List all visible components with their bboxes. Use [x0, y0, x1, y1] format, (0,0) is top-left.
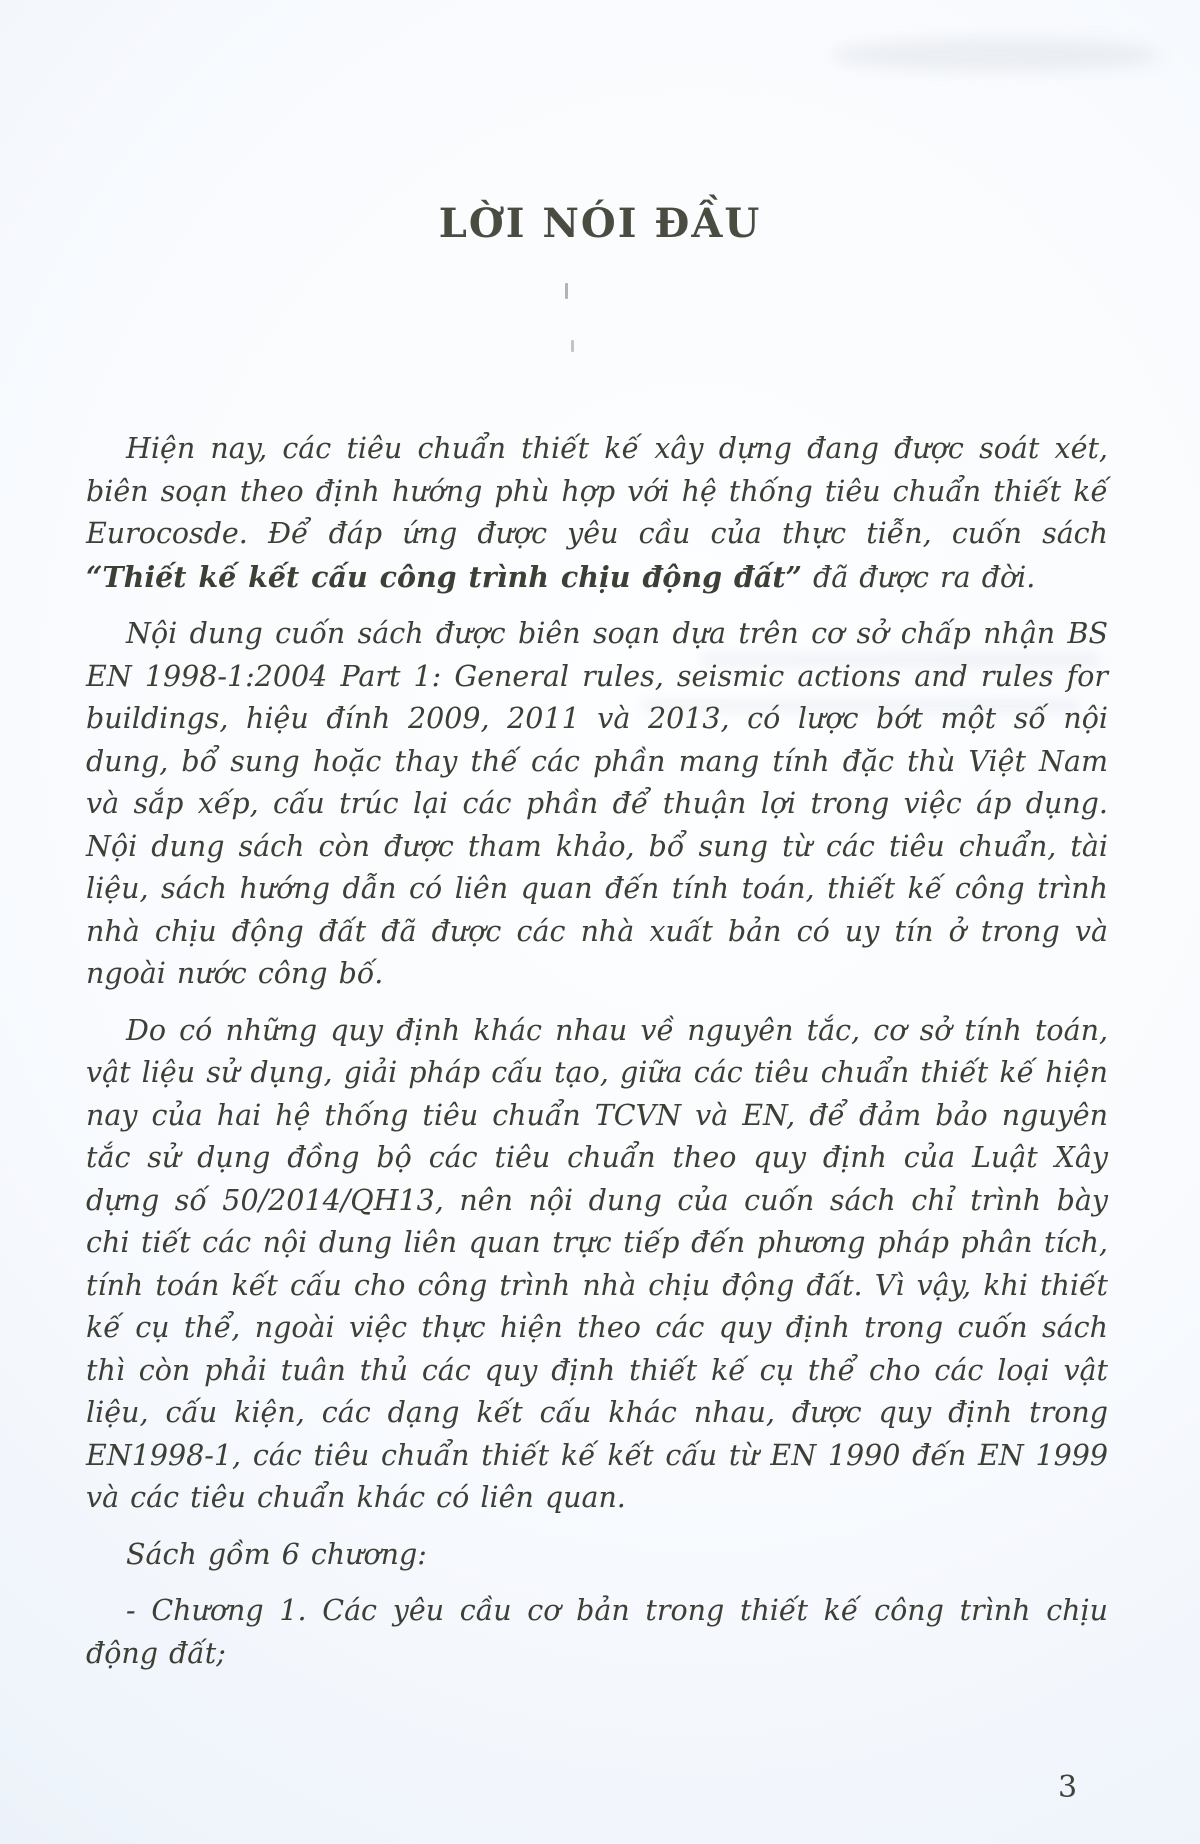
- book-title-emphasis: “Thiết kế kết cấu công trình chịu động đất”: [86, 559, 802, 594]
- scan-artifact: [565, 283, 568, 299]
- page-title: LỜI NÓI ĐẦU: [438, 200, 762, 247]
- paragraph-1-tail: đã được ra đời.: [801, 560, 1036, 594]
- paragraph-4: Sách gồm 6 chương:: [126, 1537, 427, 1571]
- paragraph-5-chapter-1: - Chương 1. Các yêu cầu cơ bản trong thiết kế công trình chịu động đất;: [86, 1594, 1108, 1670]
- preface-body: [86, 428, 1108, 1689]
- paragraph-1-lead: Hiện nay, các tiêu chuẩn thiết kế xây dựng đang được soát xét, biên soạn theo định hướng phù hợp với hệ thống tiêu chuẩn thiết kế Eurocosde. Để đáp ứng được yêu cầu của thực tiễn, cuốn sách: [86, 432, 1108, 550]
- page-number: 3: [1058, 1770, 1078, 1805]
- scan-artifact: [571, 340, 574, 352]
- paragraph-2: Nội dung cuốn sách được biên soạn dựa trên cơ sở chấp nhận BS EN 1998-1:2004 Part 1: General rules, seismic actions and rules for buildings, hiệu đính 2009, 2011 và 2013, có lược bớt một số nội dung, bổ sung hoặc thay thế các phần mang tính đặc thù Việt Nam và sắp xếp, cấu trúc lại các phần để thuận lợi trong việc áp dụng. Nội dung sách còn được tham khảo, bổ sung từ các tiêu chuẩn, tài liệu, sách hướng dẫn có liên quan đến tính toán, thiết kế công trình nhà chịu động đất đã được các nhà xuất bản có uy tín ở trong và ngoài nước công bố.: [86, 617, 1108, 990]
- scan-artifact: [830, 38, 1160, 72]
- paragraph-1: [86, 428, 1108, 599]
- paragraph-3: Do có những quy định khác nhau về nguyên tắc, cơ sở tính toán, vật liệu sử dụng, giải pháp cấu tạo, giữa các tiêu chuẩn thiết kế hiện nay của hai hệ thống tiêu chuẩn TCVN và EN, để đảm bảo nguyên tắc sử dụng đồng bộ các tiêu chuẩn theo quy định của Luật Xây dựng số 50/2014/QH13, nên nội dung của cuốn sách chỉ trình bày chi tiết các nội dung liên quan trực tiếp đến phương pháp phân tích, tính toán kết cấu cho công trình nhà chịu động đất. Vì vậy, khi thiết kế cụ thể, ngoài việc thực hiện theo các quy định trong cuốn sách thì còn phải tuân thủ các quy định thiết kế cụ thể cho các loại vật liệu, cấu kiện, các dạng kết cấu khác nhau, được quy định trong EN1998-1, các tiêu chuẩn thiết kế kết cấu từ EN 1990 đến EN 1999 và các tiêu chuẩn khác có liên quan.: [86, 1013, 1108, 1514]
